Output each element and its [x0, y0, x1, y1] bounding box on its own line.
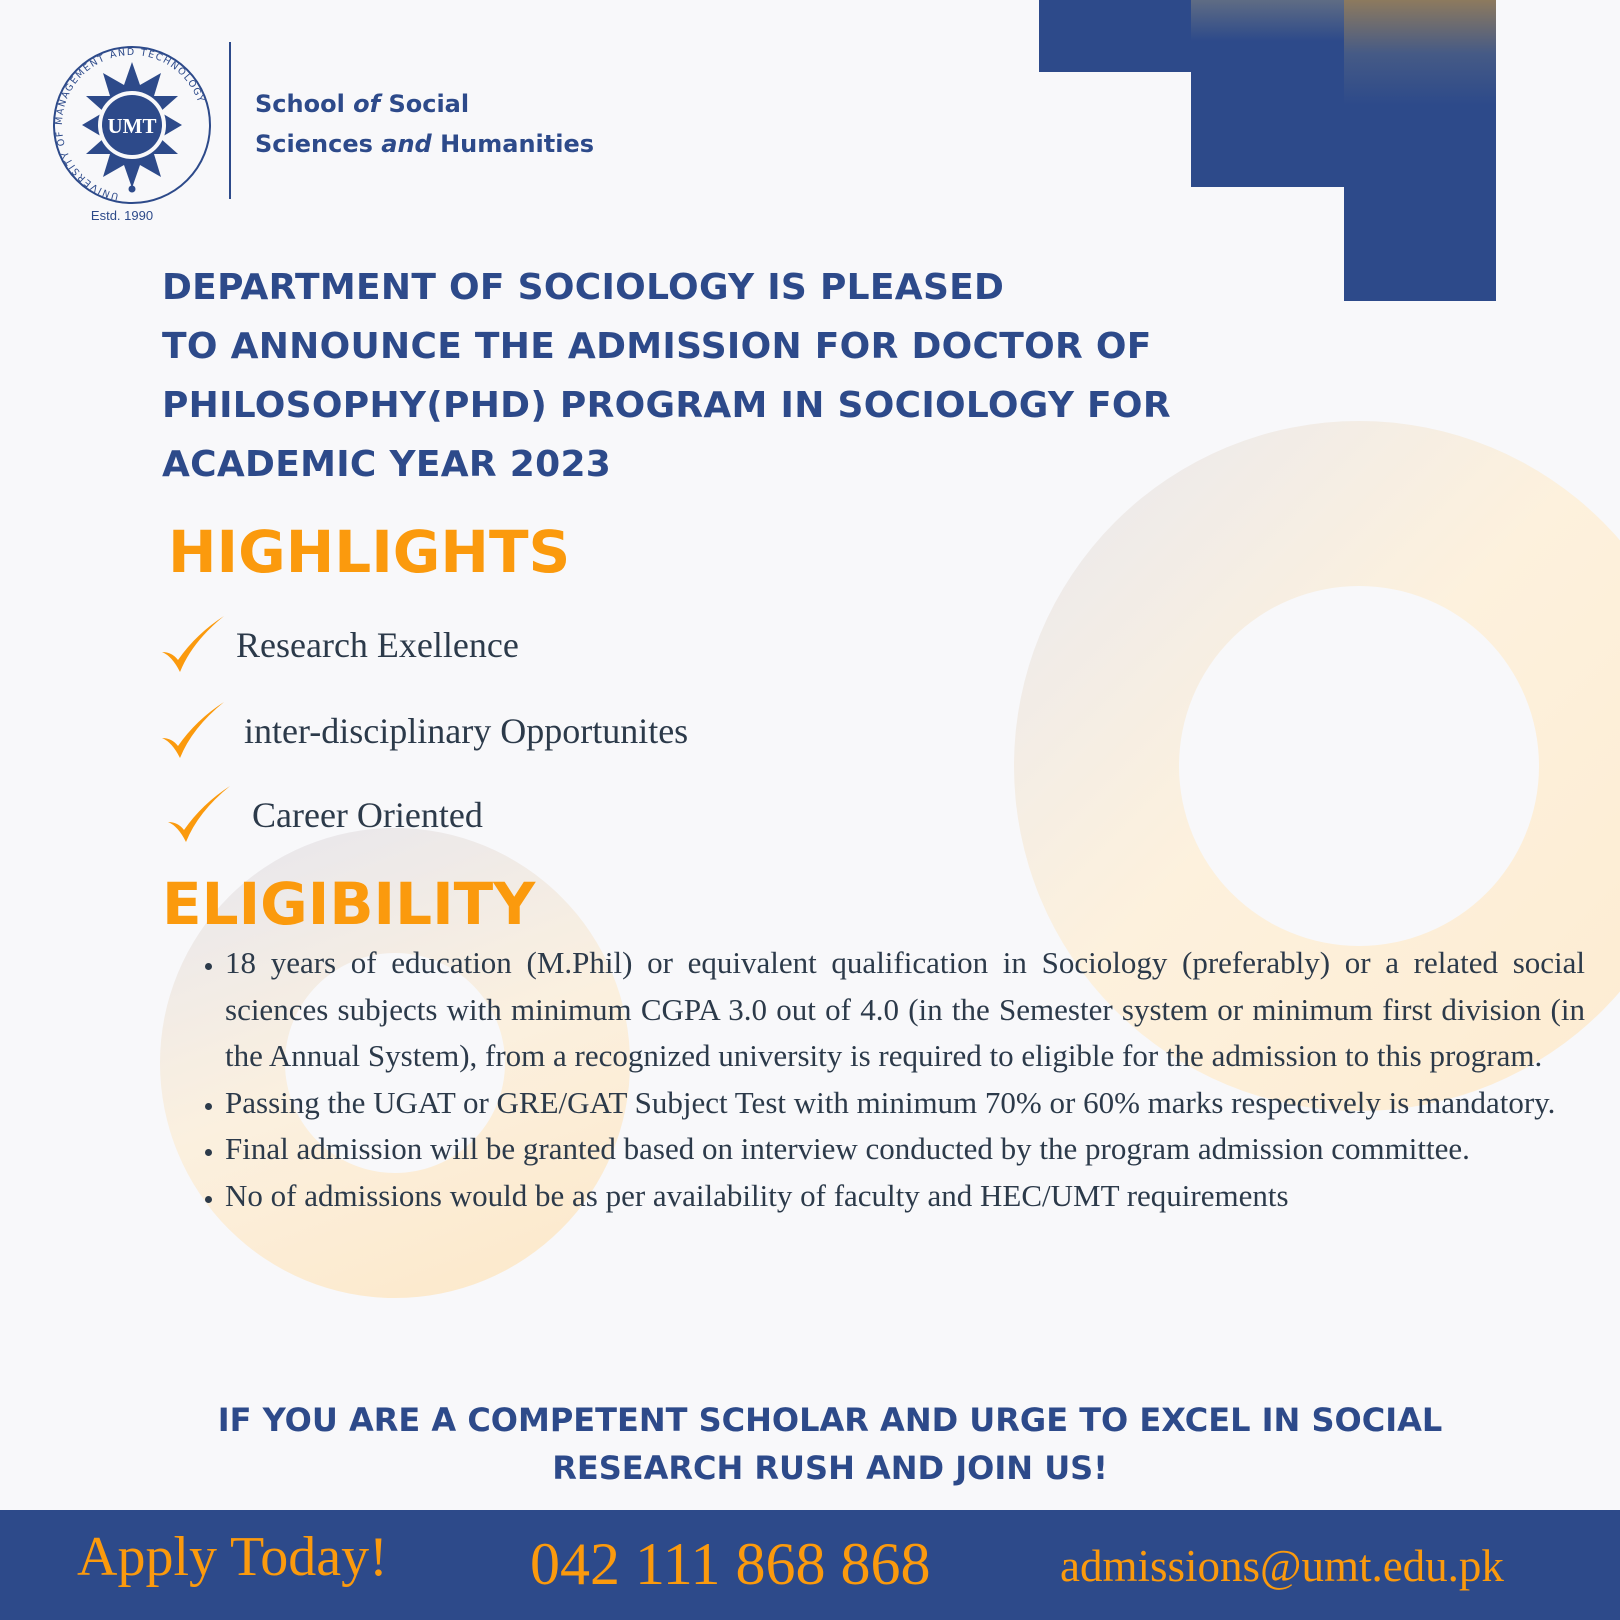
decorative-block: [1191, 0, 1344, 187]
eligibility-item: • No of admissions would be as per availability of faculty and HEC/UMT requirements: [225, 1173, 1585, 1220]
headline-line: TO ANNOUNCE THE ADMISSION FOR DOCTOR OF: [162, 326, 1152, 367]
call-to-action: [160, 1396, 1500, 1492]
headline-line: ACADEMIC YEAR 2023: [162, 444, 612, 485]
eligibility-item: • Final admission will be granted based on interview conducted by the program admission committee.: [225, 1126, 1585, 1173]
email-address[interactable]: admissions@umt.edu.pk: [1060, 1541, 1504, 1591]
eligibility-title: ELIGIBILITY: [162, 870, 536, 938]
highlight-label: Career Oriented: [252, 795, 483, 835]
eligibility-item: • Passing the UGAT or GRE/GAT Subject Test with minimum 70% or 60% marks respectively is mandatory.: [225, 1080, 1585, 1127]
checkmark-icon: [164, 782, 234, 848]
headline-line: PHILOSOPHY(PHD) PROGRAM IN SOCIOLOGY FOR: [162, 385, 1171, 426]
logo-divider: [229, 42, 231, 199]
eligibility-list: [193, 940, 1585, 1219]
cta-line: RESEARCH RUSH AND JOIN US!: [552, 1449, 1108, 1487]
school-name: School of Social Sciences and Humanities: [255, 90, 595, 158]
announcement-headline: [162, 258, 1222, 494]
highlight-item: [158, 698, 688, 764]
highlight-label: Research Exellence: [236, 625, 519, 665]
umt-logo: [50, 40, 214, 225]
phone-number[interactable]: 042 111 868 868: [530, 1531, 931, 1597]
highlight-item: [164, 782, 483, 848]
logo-established: Estd. 1990: [90, 208, 154, 223]
checkmark-icon: [158, 698, 228, 764]
highlight-label: inter-disciplinary Opportunites: [244, 711, 689, 751]
decorative-block: [1344, 0, 1496, 301]
cta-line: IF YOU ARE A COMPETENT SCHOLAR AND URGE TO EXCEL IN SOCIAL: [217, 1401, 1443, 1439]
highlights-title: HIGHLIGHTS: [168, 518, 571, 586]
checkmark-icon: [158, 612, 228, 678]
highlight-item: [158, 612, 519, 678]
logo-ring-text: UNIVERSITY OF MANAGEMENT AND TECHNOLOGY: [53, 46, 207, 202]
decorative-block: [1039, 0, 1191, 72]
headline-line: DEPARTMENT OF SOCIOLOGY IS PLEASED: [162, 267, 1005, 308]
apply-today-text: Apply Today!: [77, 1526, 388, 1588]
logo-emblem-text: UMT: [107, 114, 157, 138]
eligibility-item: • 18 years of education (M.Phil) or equivalent qualification in Sociology (preferably) or a related social sciences subjects with minimum CGPA 3.0 out of 4.0 (in the Semester system or minimum first division (in the Annual System), from a recognized university is required to eligible for the admission to this program.: [225, 940, 1585, 1080]
